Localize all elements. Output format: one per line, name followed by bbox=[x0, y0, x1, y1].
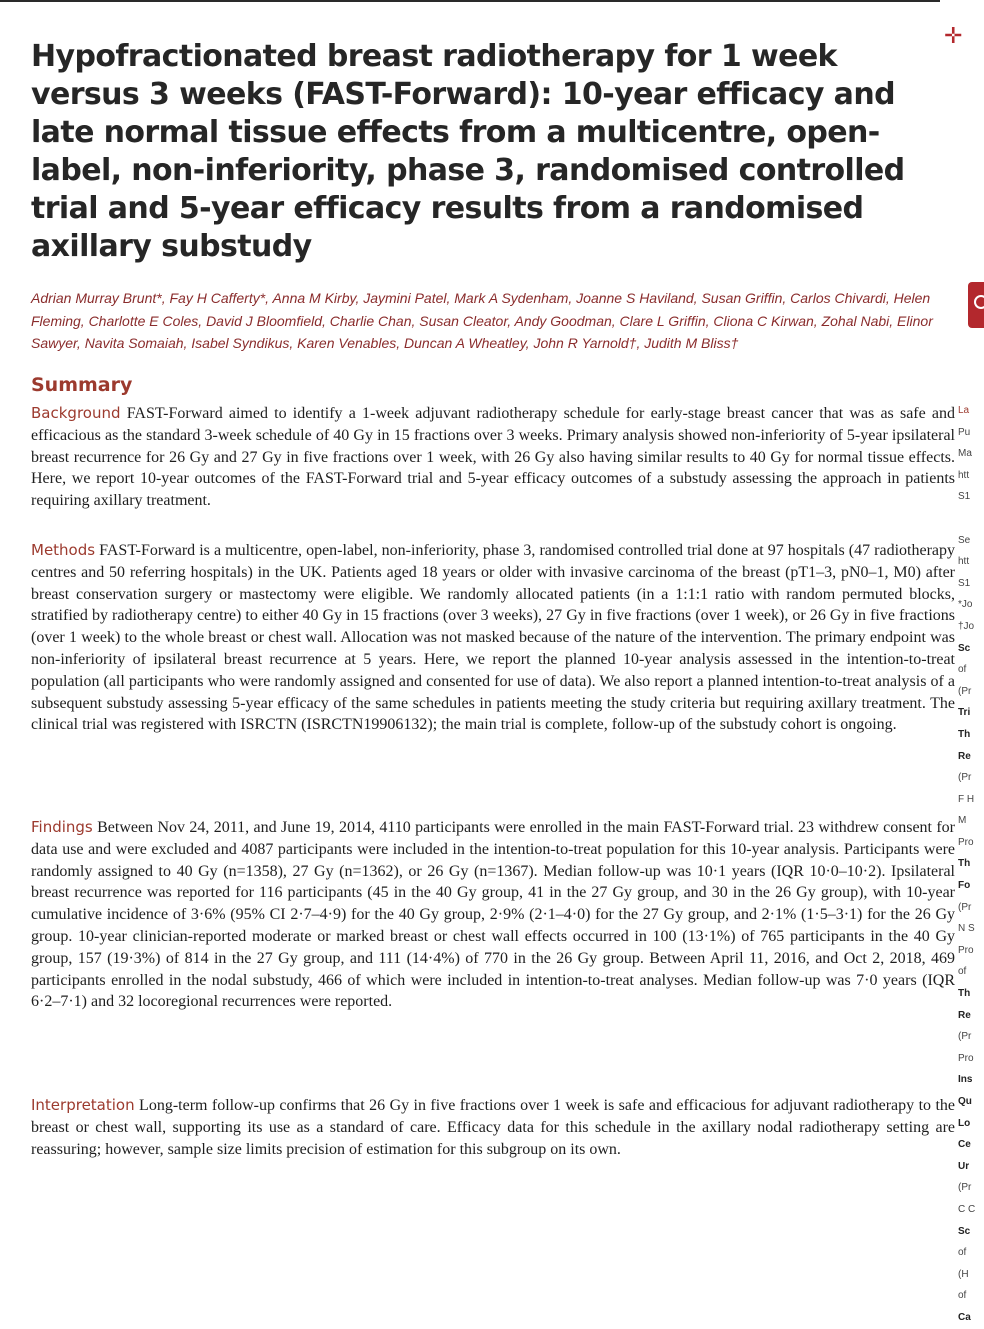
margin-fragment: (Pr bbox=[958, 1182, 972, 1194]
margin-fragment: Re bbox=[958, 750, 971, 762]
interpretation-heading: Interpretation bbox=[31, 1096, 135, 1114]
background-heading: Background bbox=[31, 404, 121, 422]
margin-fragment: htt bbox=[958, 556, 970, 568]
side-margin-column bbox=[958, 400, 984, 1329]
margin-fragment: Pro bbox=[958, 944, 974, 956]
methods-heading: Methods bbox=[31, 541, 96, 559]
top-rule bbox=[0, 0, 940, 2]
margin-fragment: Sc bbox=[958, 642, 971, 654]
interpretation-text: Long-term follow-up confirms that 26 Gy in five fractions over 1 week is safe and efficacious for adjuvant radiotherapy to the breast or chest wall, supporting its use as a standard of care. Efficacy data for this schedule in the axillary nodal radiotherapy setting are reassuring; however, sample size limits precision of estimation for this subgroup on its own. bbox=[31, 1097, 956, 1158]
margin-fragment: (Pr bbox=[958, 685, 972, 697]
margin-fragment bbox=[958, 508, 984, 530]
background-paragraph bbox=[31, 403, 955, 512]
findings-heading: Findings bbox=[31, 818, 93, 836]
margin-fragment: †Jo bbox=[958, 620, 975, 632]
margin-fragment: Ce bbox=[958, 1139, 971, 1151]
margin-fragment: La bbox=[958, 405, 970, 416]
margin-fragment: *Jo bbox=[958, 599, 973, 611]
margin-fragment: Ma bbox=[958, 448, 972, 460]
margin-fragment: M bbox=[958, 815, 967, 827]
interpretation-paragraph bbox=[31, 1095, 955, 1160]
margin-fragment: S1 bbox=[958, 577, 971, 589]
margin-fragment: Th bbox=[958, 858, 971, 870]
margin-fragment: Ur bbox=[958, 1160, 970, 1172]
margin-fragment: N S bbox=[958, 923, 975, 935]
margin-fragment: of bbox=[958, 966, 967, 978]
margin-fragment: Ins bbox=[958, 1074, 973, 1086]
margin-fragment: Th bbox=[958, 728, 971, 740]
margin-fragment: Tri bbox=[958, 707, 971, 719]
margin-fragment: C C bbox=[958, 1203, 976, 1215]
margin-fragment: of bbox=[958, 664, 967, 676]
margin-fragment: Fo bbox=[958, 880, 971, 892]
margin-fragment: Pro bbox=[958, 836, 974, 848]
methods-paragraph bbox=[31, 540, 955, 736]
margin-fragment: (Pr bbox=[958, 901, 972, 913]
margin-fragment: Sc bbox=[958, 1225, 971, 1237]
margin-fragment: Pro bbox=[958, 1052, 974, 1064]
margin-fragment: (H bbox=[958, 1268, 969, 1280]
margin-fragment: Qu bbox=[958, 1096, 972, 1107]
summary-heading: Summary bbox=[31, 374, 133, 396]
margin-fragment: S1 bbox=[958, 491, 971, 503]
findings-paragraph bbox=[31, 817, 955, 1013]
margin-fragment: of bbox=[958, 1247, 967, 1259]
margin-fragment: Lo bbox=[958, 1117, 971, 1129]
findings-text: Between Nov 24, 2011, and June 19, 2014, 4110 participants were enrolled in the main FAST-Forward trial. 23 withdrew consent for data use and were excluded and 4087 participants were included in the intention-to-treat population for this 10-year analysis. Participants were randomly assigned to 40 Gy (n=1358), 27 Gy (n=1362), or 26 Gy (n=1367). Median follow-up was 10·1 years (IQR 10·0–10·2). Ipsilateral breast recurrence was reported for 116 participants (45 in the 40 Gy group, 41 in the 27 Gy group, and 30 in the 26 Gy group), with 10-year cumulative incidence of 3·6% (95% CI 2·7–4·9) for the 40 Gy group, 2·9% (2·1–4·0) for the 27 Gy group, and 2·1% (1·5–3·1) for the 26 Gy group. 10-year clinician-reported moderate or marked breast or chest wall effects occurred in 100 (13·1%) of 765 participants in the 40 Gy group, 157 (19·3%) of 814 in the 27 Gy group, and 111 (14·4%) of 770 in the 26 Gy group. Between April 11, 2016, and Oct 2, 2018, 469 participants enrolled in the nodal substudy, 466 of which were included in intention-to-treat analyses. Median follow-up was 7·0 years (IQR 6·2–7·1) and 32 locoregional recurrences were reported. bbox=[31, 819, 956, 1011]
margin-fragment: of bbox=[958, 1290, 967, 1302]
margin-fragment: Se bbox=[958, 534, 971, 546]
margin-fragment: (Pr bbox=[958, 1031, 972, 1043]
margin-fragment: Ca bbox=[958, 1311, 971, 1323]
margin-fragment: (Pr bbox=[958, 772, 972, 784]
article-title: Hypofractionated breast radiotherapy for 1 week versus 3 weeks (FAST-Forward): 10-year efficacy and late normal tissue effects from a multicentre, open-label, non-inferiority, phase 3, randomised controlled trial and 5-year efficacy results from a randomised axillary substudy bbox=[31, 39, 905, 264]
background-text: FAST-Forward aimed to identify a 1-week adjuvant radiotherapy schedule for early-stage breast cancer that was as safe and efficacious as the standard 3-week schedule of 40 Gy in 15 fractions over 3 weeks. Primary analysis showed non-inferiority of 5-year ipsilateral breast recurrence for 26 Gy and 27 Gy in five fractions over 1 week, with 26 Gy also having similar results to 40 Gy for normal tissue effects. Here, we report 10-year outcomes of the FAST-Forward trial and 5-year efficacy outcomes of a substudy assessing the approach in patients requiring axillary treatment. bbox=[31, 405, 955, 510]
side-tab-icon[interactable] bbox=[968, 282, 984, 328]
methods-text: FAST-Forward is a multicentre, open-label, non-inferiority, phase 3, randomised controlled trial done at 97 hospitals (47 radiotherapy centres and 50 referring hospitals) in the UK. Patients aged 18 years or older with invasive carcinoma of the breast (pT1–3, pN0–1, M0) after breast conservation surgery or mastectomy were eligible. We randomly allocated patients (in a 1:1:1 ratio with random permuted blocks, stratified by radiotherapy centre) to either 40 Gy in 15 fractions (over 3 weeks), 27 Gy in five fractions (over 1 week), or 26 Gy in five fractions (over 1 week) to the whole breast or chest wall. Allocation was not masked because of the nature of the intervention. The primary endpoint was non-inferiority of ipsilateral breast recurrence at 5 years. Here, we report the planned 10-year analysis assessed in the intention-to-treat population (all participants who were randomly assigned and consented for use of data). We also report a planned intention-to-treat analysis of a subsequent substudy assessing 5-year efficacy of the same schedules in patients meeting the study criteria but requiring axillary treatment. The clinical trial was registered with ISRCTN (ISRCTN19906132); the main trial is complete, follow-up of the substudy cohort is ongoing. bbox=[31, 542, 956, 734]
margin-fragment: Pu bbox=[958, 426, 971, 438]
margin-fragment: htt bbox=[958, 469, 970, 481]
margin-fragment: F H bbox=[958, 793, 975, 805]
author-list: Adrian Murray Brunt*, Fay H Cafferty*, Anna M Kirby, Jaymini Patel, Mark A Sydenham, Joanne S Haviland, Susan Griffin, Carlos Chivardi, Helen Fleming, Charlotte E Coles, David J Bloomfield, Charlie Chan, Susan Cleator, Andy Goodman, Clare L Griffin, Cliona C Kirwan, Zohal Nabi, Elinor Sawyer, Navita Somaiah, Isabel Syndikus, Karen Venables, Duncan A Wheatley, John R Yarnold†, Judith M Bliss† bbox=[31, 290, 933, 351]
margin-fragment: Re bbox=[958, 1009, 971, 1021]
margin-fragment: Th bbox=[958, 988, 971, 1000]
crossmark-icon[interactable]: ✛ bbox=[944, 24, 963, 49]
